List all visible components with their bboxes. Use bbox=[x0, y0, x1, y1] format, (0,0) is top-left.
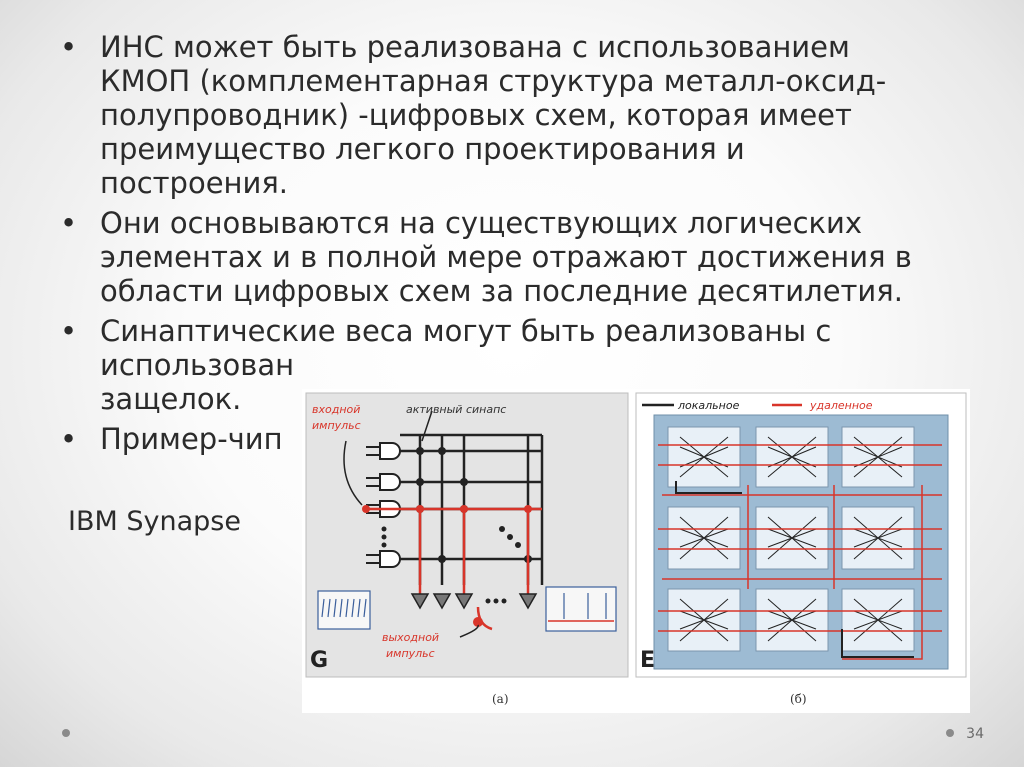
network-panel bbox=[636, 393, 966, 677]
active-synapse-label: активный синапс bbox=[406, 403, 507, 416]
bullet-dot: • bbox=[60, 30, 78, 64]
legend-remote: удаленное bbox=[810, 399, 873, 412]
output-pulse-label-1: выходной bbox=[382, 631, 440, 644]
bullet-text-2: Они основываются на существующих логических элементах и в полной мере отражают достижения в области цифровых схем за последние десятилетия. bbox=[100, 206, 912, 308]
caption-a: (а) bbox=[492, 692, 509, 706]
bullet-item-2 bbox=[60, 206, 920, 308]
crossbar-panel bbox=[306, 393, 628, 677]
decorative-dot-right bbox=[946, 729, 954, 737]
input-pulse-label-2: импульс bbox=[312, 419, 361, 432]
bullet-item-1 bbox=[60, 30, 920, 200]
bullet-dot: • bbox=[60, 422, 78, 456]
panel-letter-g: G bbox=[310, 648, 329, 673]
bullet-dot: • bbox=[60, 314, 78, 348]
neuromorphic-figure bbox=[302, 389, 970, 713]
bullet-text-4: Пример-чип bbox=[100, 422, 283, 456]
legend-local: локальное bbox=[678, 399, 740, 412]
input-pulse-label-1: входной bbox=[312, 403, 361, 416]
bullet-text-3: Синаптические веса могут быть реализованы с использован bbox=[100, 314, 832, 382]
page-number: 34 bbox=[966, 726, 984, 742]
bullet-dot: • bbox=[60, 206, 78, 240]
output-pulse-label-2: импульс bbox=[386, 647, 435, 660]
caption-b: (б) bbox=[790, 692, 807, 706]
decorative-dot-left bbox=[62, 729, 70, 737]
bullet-text-3-cont: защелок. bbox=[100, 382, 242, 416]
panel-letter-e: E bbox=[640, 648, 656, 673]
ibm-synapse-label: IBM Synapse bbox=[68, 506, 241, 537]
bullet-text-1: ИНС может быть реализована с использованием КМОП (комплементарная структура металл-оксид-полупроводник) -цифровых схем, которая имеет преимущество легкого проектирования и построения. bbox=[100, 30, 887, 200]
